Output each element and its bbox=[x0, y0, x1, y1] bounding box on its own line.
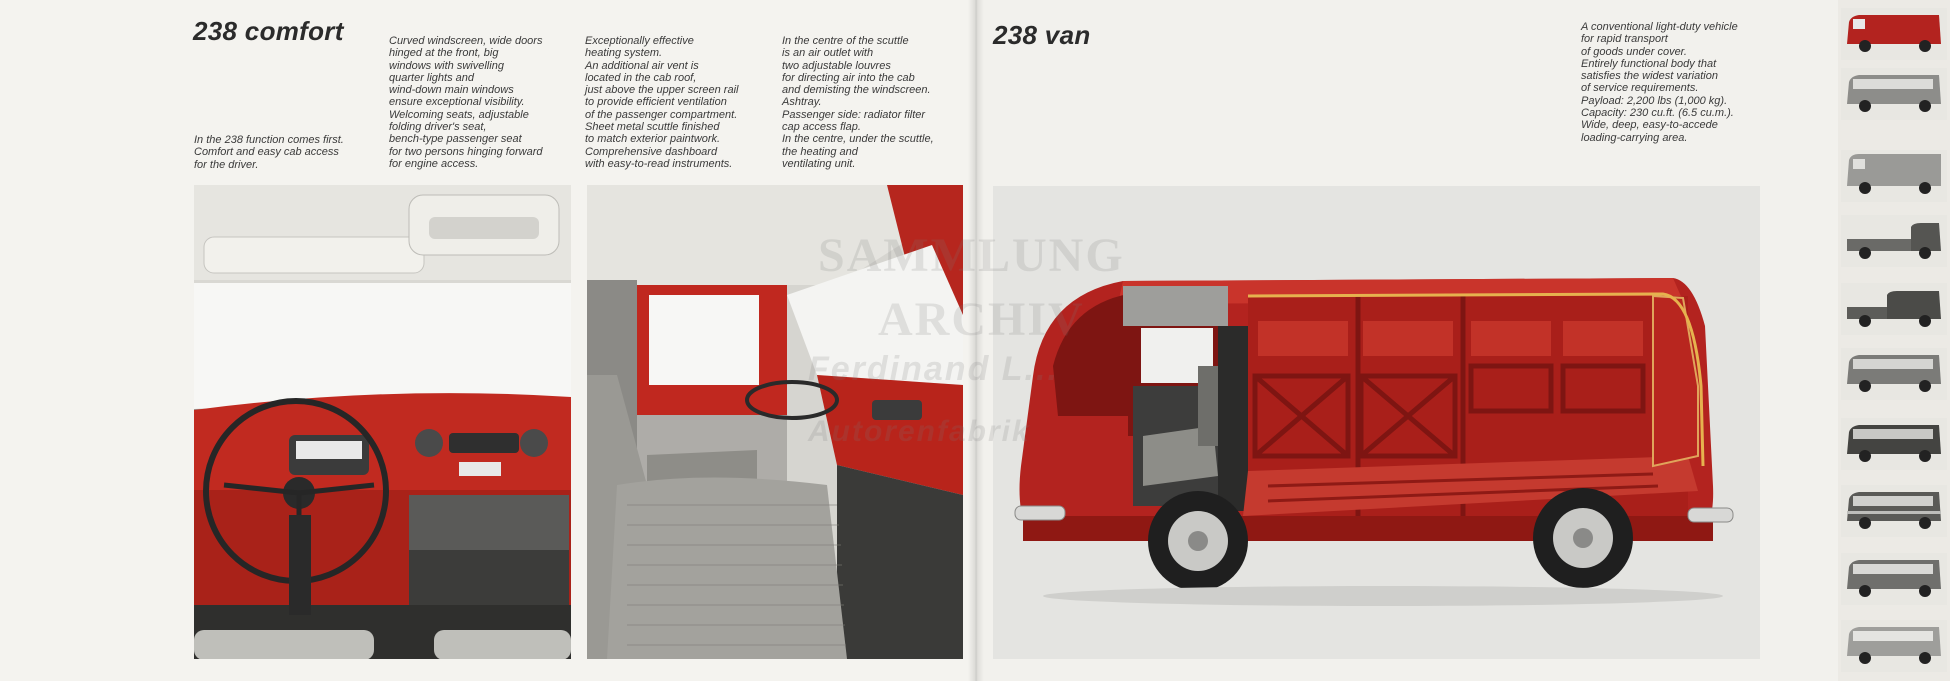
thumbnail-bus-dark bbox=[1841, 418, 1947, 470]
col2-line: to provide efficient ventilation bbox=[585, 96, 727, 109]
col3-line: ventilating unit. bbox=[782, 157, 856, 170]
text-column-1 bbox=[389, 35, 542, 170]
col3-line: cap access flap. bbox=[782, 121, 861, 134]
desc-line: Payload: 2,200 lbs (1,000 kg). bbox=[1581, 94, 1728, 107]
col3-line: and demisting the windscreen. bbox=[782, 84, 931, 97]
desc-line: Entirely functional body that bbox=[1581, 57, 1717, 70]
desc-line: of service requirements. bbox=[1581, 82, 1699, 95]
thumbnail-bus-grey bbox=[1841, 553, 1947, 605]
col2-line: Comprehensive dashboard bbox=[585, 145, 718, 158]
intro-line: for the driver. bbox=[194, 158, 259, 171]
col2-line: Sheet metal scuttle finished bbox=[585, 121, 720, 134]
desc-line: Wide, deep, easy-to-accede bbox=[1581, 119, 1718, 132]
dashboard-photo bbox=[194, 185, 571, 659]
desc-line: satisfies the widest variation bbox=[1581, 70, 1718, 83]
thumbnail-pickup bbox=[1841, 215, 1947, 267]
col2-line: to match exterior paintwork. bbox=[585, 133, 721, 146]
thumbnail-minibus bbox=[1841, 348, 1947, 400]
van-description bbox=[1581, 21, 1738, 144]
col3-line: In the centre of the scuttle bbox=[782, 35, 909, 47]
desc-line: of goods under cover. bbox=[1581, 45, 1687, 58]
col2-line: located in the cab roof, bbox=[585, 71, 697, 84]
desc-line: Capacity: 230 cu.ft. (6.5 cu.m.). bbox=[1581, 107, 1734, 120]
col3-line: two adjustable louvres bbox=[782, 59, 891, 72]
desc-line: for rapid transport bbox=[1581, 33, 1668, 46]
col1-line: folding driver's seat, bbox=[389, 121, 487, 134]
col1-line: bench-type passenger seat bbox=[389, 133, 522, 146]
col1-line: ensure exceptional visibility. bbox=[389, 96, 525, 109]
col1-line: quarter lights and bbox=[389, 71, 474, 84]
thumbnail-van-red bbox=[1841, 8, 1947, 60]
text-column-2 bbox=[585, 35, 738, 170]
cab-interior-photo bbox=[587, 185, 963, 659]
intro-text bbox=[194, 134, 344, 171]
col2-line: with easy-to-read instruments. bbox=[585, 157, 733, 170]
page-title-238-comfort: 238 comfort bbox=[193, 16, 344, 46]
col1-line: wind-down main windows bbox=[389, 84, 514, 97]
col3-line: Ashtray. bbox=[782, 96, 822, 109]
col2-line: of the passenger compartment. bbox=[585, 108, 738, 121]
col1-line: Curved windscreen, wide doors bbox=[389, 35, 543, 47]
col2-line: just above the upper screen rail bbox=[585, 84, 739, 97]
intro-line: Comfort and easy cab access bbox=[194, 146, 339, 159]
col1-line: for engine access. bbox=[389, 157, 479, 170]
thumbnail-bus-light bbox=[1841, 620, 1947, 672]
col3-line: Passenger side: radiator filter bbox=[782, 108, 926, 121]
desc-line: A conventional light-duty vehicle bbox=[1581, 21, 1738, 33]
col1-line: Welcoming seats, adjustable bbox=[389, 108, 529, 121]
col2-line: An additional air vent is bbox=[585, 59, 699, 72]
van-cutaway-illustration bbox=[993, 186, 1760, 659]
thumbnail-van-windows bbox=[1841, 68, 1947, 120]
col1-line: hinged at the front, big bbox=[389, 47, 499, 60]
thumbnail-bus-two-tone bbox=[1841, 485, 1947, 537]
variant-thumbnail-strip bbox=[1838, 0, 1950, 681]
col2-line: Exceptionally effective bbox=[585, 35, 694, 47]
text-column-3 bbox=[782, 35, 934, 170]
desc-line: loading-carrying area. bbox=[1581, 131, 1688, 144]
col1-line: windows with swivelling bbox=[389, 59, 504, 72]
col3-line: the heating and bbox=[782, 145, 858, 158]
intro-line: In the 238 function comes first. bbox=[194, 134, 344, 146]
col1-line: for two persons hinging forward bbox=[389, 145, 543, 158]
col3-line: In the centre, under the scuttle, bbox=[782, 133, 934, 146]
thumbnail-panel-van bbox=[1841, 150, 1947, 202]
thumbnail-crew-pickup bbox=[1841, 283, 1947, 335]
col3-line: for directing air into the cab bbox=[782, 71, 915, 84]
page-title-238-van: 238 van bbox=[993, 20, 1091, 50]
col2-line: heating system. bbox=[585, 47, 663, 60]
page-gutter bbox=[968, 0, 984, 681]
col3-line: is an air outlet with bbox=[782, 47, 874, 60]
